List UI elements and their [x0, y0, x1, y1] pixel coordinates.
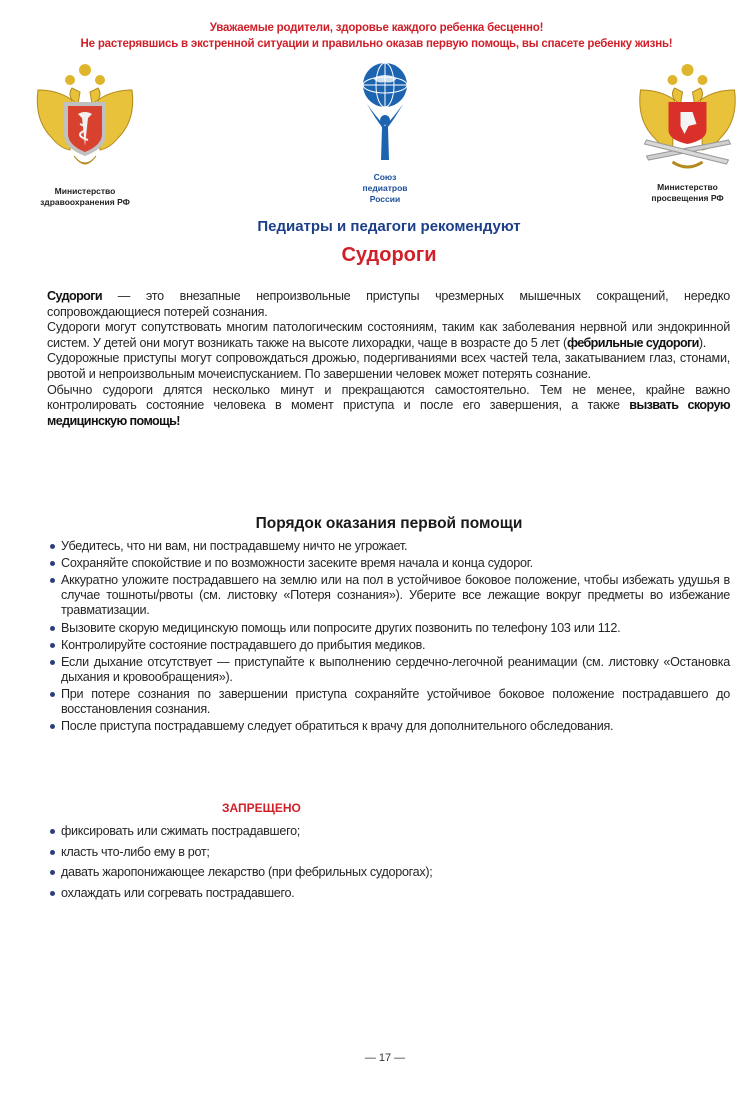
page-title: Судороги [341, 244, 437, 266]
ministry-health-logo [30, 60, 140, 208]
globe-figure-icon [345, 60, 425, 165]
list-item [47, 655, 730, 685]
intro-paragraph-2-text: Судороги могут сопутствовать многим патологическим состояниям, таким как заболевания нервной или эндокринной систем. У детей они могут возникать также на высоте лихорадки, чаще в возрасте до 5 лет ( [47, 320, 730, 350]
bullet-icon [50, 626, 55, 631]
bullet-icon [50, 850, 55, 855]
ministry-education-caption-1: Министерство [657, 182, 718, 192]
list-item [47, 719, 730, 734]
pediatricians-union-caption-3: России [369, 194, 401, 204]
intro-paragraph-2-end: ). [698, 335, 707, 350]
list-item-text: давать жаропонижающее лекарство (при фебрильных судорогах); [61, 865, 433, 879]
intro-paragraph-4 [47, 383, 730, 430]
ministry-health-caption-1: Министерство [54, 186, 116, 196]
list-item [47, 883, 547, 904]
list-item-text: охлаждать или согревать пострадавшего. [61, 885, 295, 900]
bullet-icon [50, 870, 55, 875]
forbidden-title: ЗАПРЕЩЕНО [222, 801, 301, 815]
list-item-text: класть что-либо ему в рот; [61, 844, 210, 859]
bullet-icon [50, 561, 55, 566]
banner-line-1: Уважаемые родители, здоровье каждого ребенка бесценно! [209, 22, 544, 34]
list-item-text: Аккуратно уложите пострадавшего на землю или на пол в устойчивое боковое положение, чтобы избежать удушья в случае тошноты/рвоты (см. листовку «Потеря сознания»). Уберите все лежащие вокруг предметы во избежание травматизации. [61, 573, 730, 618]
list-item-text: Убедитесь, что ни вам, ни пострадавшему ничто не угрожает. [61, 539, 408, 553]
list-item-text: При потере сознания по завершении приступа сохраняйте устойчивое боковое положение пострадавшего до восстановления сознания. [61, 687, 730, 717]
list-item [47, 862, 547, 883]
intro-paragraph-1-text: — это внезапные непроизвольные приступы чрезмерных мышечных сокращений, нередко сопровождающиеся потерей сознания. [47, 289, 730, 319]
ministry-education-logo [630, 60, 745, 204]
intro-paragraph-3: Судорожные приступы могут сопровождаться дрожью, подергиваниями всех частей тела, закатыванием глаз, стонами, рвотой и непроизвольным мочеиспусканием. По завершении человек может потерять сознание. [47, 351, 730, 381]
subtitle: Педиатры и педагоги рекомендуют [257, 218, 521, 235]
bullet-icon [50, 544, 55, 549]
term-bold: Судороги [47, 289, 103, 303]
eagle-emblem-icon [630, 60, 745, 175]
list-item-text: Сохраняйте спокойствие и по возможности засеките время начала и конца судорог. [61, 556, 533, 571]
list-item [47, 821, 547, 842]
banner-line-2: Не растерявшись в экстренной ситуации и правильно оказав первую помощь, вы спасете ребенку жизнь! [80, 38, 673, 50]
bullet-icon [50, 692, 55, 697]
intro-text [47, 289, 730, 429]
list-item-text: фиксировать или сжимать пострадавшего; [61, 824, 300, 838]
list-item [47, 621, 730, 636]
list-item-text: Вызовите скорую медицинскую помощь или попросите других позвонить по телефону 103 или 112. [61, 620, 621, 635]
page-number: — 17 — [364, 1052, 406, 1064]
ministry-health-caption-2: здравоохранения РФ [40, 197, 130, 207]
pediatricians-union-logo [345, 60, 425, 205]
bullet-icon [50, 724, 55, 729]
list-item-text: После приступа пострадавшему следует обратиться к врачу для дополнительного обследования. [61, 719, 614, 734]
bullet-icon [50, 891, 55, 896]
list-item-text: Контролируйте состояние пострадавшего до прибытия медиков. [61, 637, 426, 652]
intro-paragraph-4-text: Обычно судороги длятся несколько минут и прекращаются самостоятельно. Тем не менее, крайне важно контролировать состояние человека в момент приступа и после его завершения, а также [47, 382, 730, 413]
bullet-icon [50, 829, 55, 834]
list-item-text: Если дыхание отсутствует — приступайте к выполнению сердечно-легочной реанимации (см. листовку «Остановка дыхания и кровообращения»). [61, 654, 730, 684]
pediatricians-union-caption-2: педиатров [362, 183, 408, 193]
list-item [47, 842, 547, 863]
forbidden-list [47, 821, 547, 903]
bullet-icon [50, 643, 55, 648]
eagle-emblem-icon [30, 60, 140, 175]
bullet-icon [50, 578, 55, 583]
list-item [47, 556, 730, 571]
first-aid-list [47, 539, 730, 737]
list-item [47, 687, 730, 717]
list-item [47, 638, 730, 653]
intro-paragraph-1 [47, 289, 730, 320]
febrile-term-bold: фебрильные судороги [566, 335, 699, 350]
first-aid-title: Порядок оказания первой помощи [255, 515, 523, 532]
list-item [47, 539, 730, 554]
pediatricians-union-caption-1: Союз [373, 172, 397, 182]
bullet-icon [50, 660, 55, 665]
call-ambulance-bold: вызвать скорую медицинскую помощь! [47, 398, 731, 428]
intro-paragraph-2 [47, 320, 730, 351]
list-item [47, 573, 730, 618]
ministry-education-caption-2: просвещения РФ [651, 193, 724, 203]
